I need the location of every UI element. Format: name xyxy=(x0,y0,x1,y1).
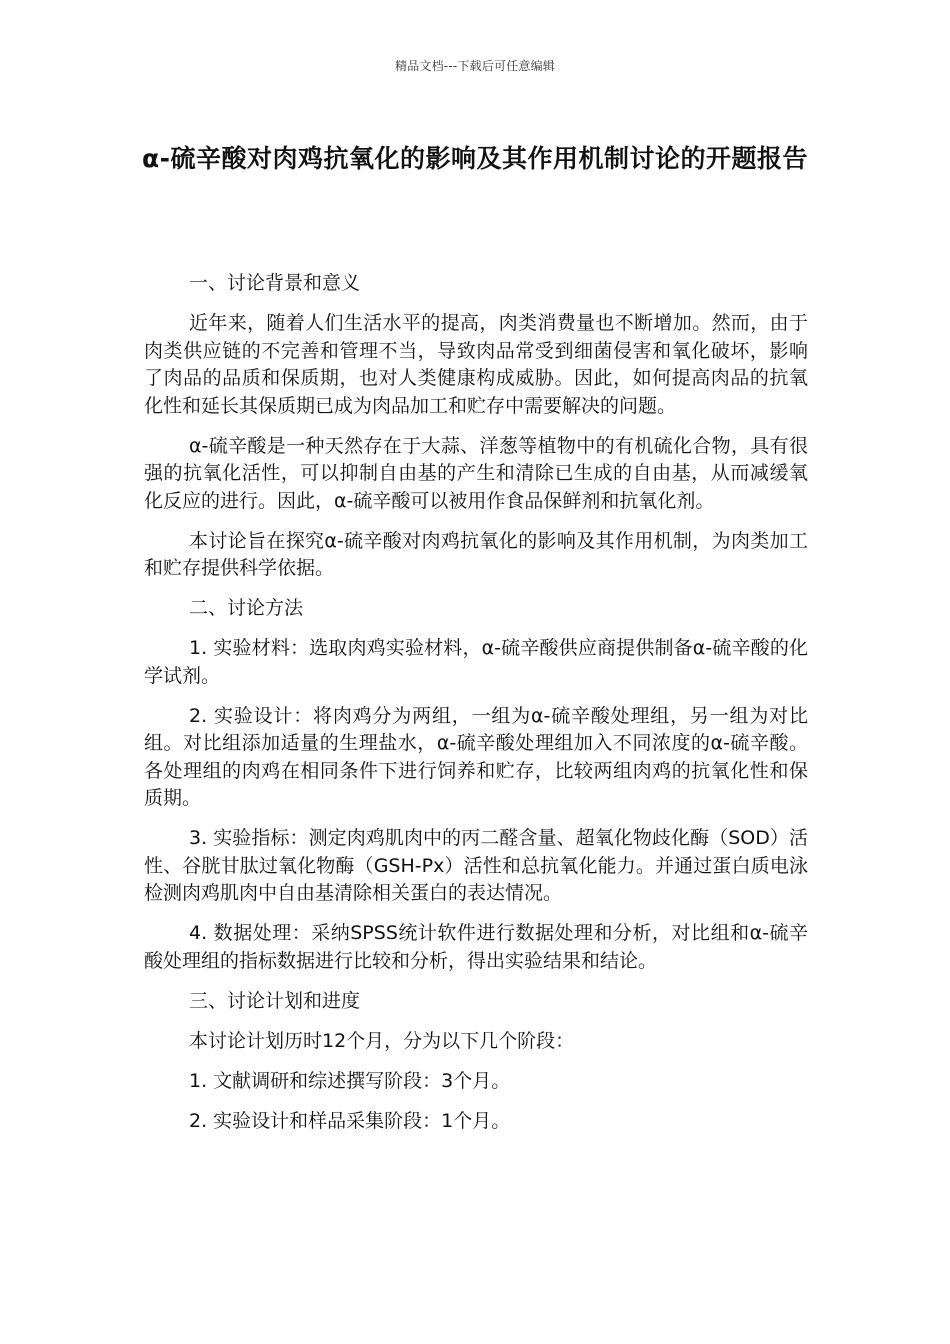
document-title: α-硫辛酸对肉鸡抗氧化的影响及其作用机制讨论的开题报告 xyxy=(141,144,809,173)
section-heading-methods: 二、讨论方法 xyxy=(189,597,304,619)
method-item-materials: 1. 实验材料：选取肉鸡实验材料，α-硫辛酸供应商提供制备α-硫辛酸的化学试剂。 xyxy=(144,637,808,687)
document-body xyxy=(144,270,808,1148)
section-heading-background: 一、讨论背景和意义 xyxy=(189,272,361,294)
plan-item-experiment-design: 2. 实验设计和样品采集阶段：1个月。 xyxy=(189,1109,511,1132)
paragraph-purpose: 本讨论旨在探究α-硫辛酸对肉鸡抗氧化的影响及其作用机制，为肉类加工和贮存提供科学依据。 xyxy=(144,529,808,579)
plan-item-literature: 1. 文献调研和综述撰写阶段：3个月。 xyxy=(189,1069,511,1092)
method-item-data-processing: 4. 数据处理：采纳SPSS统计软件进行数据处理和分析，对比组和α-硫辛酸处理组的指标数据进行比较和分析，得出实验结果和结论。 xyxy=(144,922,808,972)
method-item-design: 2. 实验设计：将肉鸡分为两组，一组为α-硫辛酸处理组，另一组为对比组。对比组添加适量的生理盐水，α-硫辛酸处理组加入不同浓度的α-硫辛酸。各处理组的肉鸡在相同条件下进行饲养和贮存，比较两组肉鸡的抗氧化性和保质期。 xyxy=(144,704,808,809)
paragraph-background: 近年来，随着人们生活水平的提高，肉类消费量也不断增加。然而，由于肉类供应链的不完善和管理不当，导致肉品常受到细菌侵害和氧化破坏，影响了肉品的品质和保质期，也对人类健康构成威胁。因此，如何提高肉品的抗氧化性和延长其保质期已成为肉品加工和贮存中需要解决的问题。 xyxy=(144,312,808,417)
section-heading-plan: 三、讨论计划和进度 xyxy=(189,989,361,1012)
paragraph-lipoic-acid: α-硫辛酸是一种天然存在于大蒜、洋葱等植物中的有机硫化合物，具有很强的抗氧化活性，可以抑制自由基的产生和清除已生成的自由基，从而减缓氧化反应的进行。因此，α-硫辛酸可以被用作食品保鲜剂和抗氧化剂。 xyxy=(144,434,808,512)
method-item-indicators: 3. 实验指标：测定肉鸡肌肉中的丙二醛含量、超氧化物歧化酶（SOD）活性、谷胱甘肽过氧化物酶（GSH-Px）活性和总抗氧化能力。并通过蛋白质电泳检测肉鸡肌肉中自由基清除相关蛋白的表达情况。 xyxy=(144,827,808,904)
paragraph-plan-intro: 本讨论计划历时12个月，分为以下几个阶段： xyxy=(189,1029,575,1052)
page-header: 精品文档---下载后可任意编辑 xyxy=(395,59,555,73)
